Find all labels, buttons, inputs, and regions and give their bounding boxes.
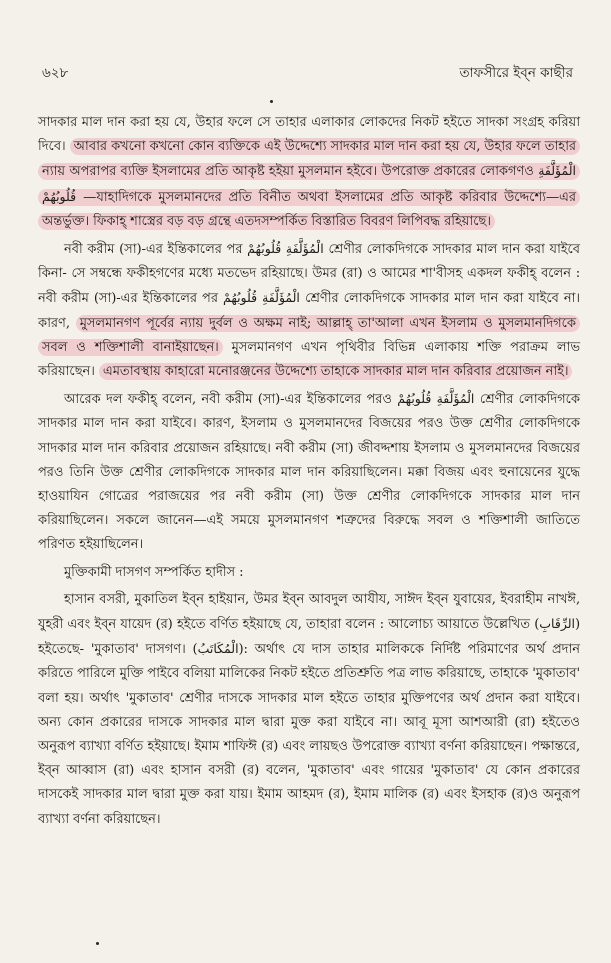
highlight-1: [38, 138, 580, 230]
p4-text-b: ) হইতেছে- 'মুকাতাব' দাসগণ। (: [38, 617, 580, 658]
p1-text-c: —যাহাদিগকে মুসলমানদের প্রতি বিনীত অথবা ইসলামের প্রতি আকৃষ্ট করিবার উদ্দেশ্যে—এর অন্তর্ভুক্ত। ফিকাহ্‌ শাস্ত্রের বড় বড় গ্রন্থে এতদসম্পর্কিত বিস্তারিত বিবরণ লিপিবদ্ধ রহিয়াছে।: [42, 189, 576, 229]
p1-text-b: আবার কখনো কখনো কোন ব্যক্তিকে এই উদ্দেশ্যে সাদকার মাল দান করা হয় যে, উহার ফলে তাহার ন্যায় অপরাপর ব্যক্তি ইসলামের প্রতি আকৃষ্ট হইয়া মুসলমান হইবে। উপরোক্ত প্রকারের লোকগণও: [42, 139, 576, 180]
p2-text-c: শ্রেণীর লোকদিগকে সাদকার মাল দান করা যাইবে না। কারণ,: [38, 291, 580, 331]
arabic-phrase: الْمُؤَلَّفَةِ قُلُوبُهُمْ: [42, 163, 576, 204]
paragraph-3: [38, 387, 580, 557]
paragraph-4: [38, 588, 580, 832]
running-title: তাফসীরে ইব্‌ন কাছীর: [459, 65, 573, 81]
p4-text-a: হাসান বসরী, মুকাতিল ইব্‌ন হাইয়ান, উমর ইব্‌ন আবদুল আযীয, সাঈদ ইব্‌ন যুবায়ের, ইবরাহীম নাখঈ, যুহরী এবং ইব্‌ন যায়েদ (র) হইতে বর্ণিত হইয়াছে যে, তাহারা বলেন : আলোচ্য আয়াতে উল্লেখিত (: [38, 591, 580, 633]
ink-speck: [96, 942, 99, 945]
highlight-2: মুসলমানগণ পূর্বের ন্যায় দুর্বল ও অক্ষম নাই; আল্লাহ্‌ তা'আলা এখন ইসলাম ও মুসলমানদিগকে সবল ও শক্তিশালী বানাইয়াছেন।: [38, 315, 580, 356]
section-heading: মুক্তিকামী দাসগণ সম্পর্কিত হাদীস :: [64, 564, 244, 580]
main-text: [38, 111, 580, 835]
paragraph-2: [38, 237, 580, 384]
arabic-phrase: الْمُؤَلَّفَةِ قُلُوبُهُمْ: [397, 391, 475, 407]
p2-text-a: নবী করীম (সা)-এর ইন্তিকালের পর: [64, 242, 243, 258]
p1-text-a: সাদকার মাল দান করা হয় যে, উহার ফলে সে তাহার এলাকার লোকদের নিকট হইতে সাদকা সংগ্রহ করিয়া দিবে।: [38, 115, 580, 155]
arabic-phrase: الْمُؤَلَّفَةِ قُلُوبُهُمْ: [223, 290, 300, 306]
p2-text-b: শ্রেণীর লোকদিগকে সাদকার মাল দান করা যাইবে কিনা- সে সম্বন্ধে ফকীহগণের মধ্যে মতভেদ রহিয়াছে। উমর (রা) ও আমের শা'বীসহ একদল ফকীহ্‌ বলেন : নবী করীম (সা)-এর ইন্তিকালের পর: [38, 242, 580, 307]
p3-text-b: শ্রেণীর লোকদিগকে সাদকার মাল দান করা যাইবে। কারণ, ইসলাম ও মুসলমানদের বিজয়ের পরও উক্ত শ্রেণীর লোকদিগকে সাদকার মাল দান করিবার প্রয়োজন রহিয়াছে। নবী করীম (সা) জীবদ্দশায় ইসলাম ও মুসলমানদের বিজয়ের পরও তিনি উক্ত শ্রেণীর লোকদিগকে সাদকার মাল দান করিয়াছিলেন। মক্কা বিজয় এবং হুনায়েনের যুদ্ধে হাওয়াযিন গোত্রের পরাজয়ের পর নবী করীম (সা) উক্ত শ্রেণীর লোকদিগকে সাদকার মাল দান করিয়াছিলেন। সকলে জানেন—এই সময়ে মুসলমানগণ শত্রুদের বিরুদ্ধে সবল ও শক্তিশালী জাতিতে পরিণত হইয়াছিলেন।: [38, 392, 581, 553]
p4-text-c: ): অর্থাৎ যে দাস তাহার মালিককে নির্দিষ্ট পরিমাণের অর্থ প্রদান করিতে পারিলে মুক্তি পাইবে বলিয়া মালিকের নিকট হইতে প্রতিশ্রুতি পত্র লাভ করিয়াছে, তাহাকে 'মুকাতাব' বলা হয়। অর্থাৎ 'মুকাতাব' শ্রেণীর দাসকে সাদকার মাল হইতে তাহার মুক্তিপণের অর্থ প্রদান করা যাইবে। অন্য কোন প্রকারের দাসকে সাদকার মাল দ্বারা মুক্ত করা যাইবে না। আবূ মূসা আশআরী (রা) হইতেও অনুরূপ ব্যাখ্যা বর্ণিত হইয়াছে। ইমাম শাফিঈ (র) এবং লায়ছও উপরোক্ত ব্যাখ্যা বর্ণনা করিয়াছেন। পক্ষান্তরে, ইব্‌ন আব্বাস (রা) এবং হাসান বসরী (র) বলেন, 'মুকাতাব' এবং গায়ের 'মুকাতাব' যে কোন প্রকারের দাসকেই সাদকার মাল দ্বারা মুক্ত করা যায়। ইমাম আহমদ (র), ইমাম মালিক (র) এবং ইসহাক (র)ও অনুরূপ ব্যাখ্যা বর্ণনা করিয়াছেন।: [38, 642, 580, 827]
ink-speck: [270, 100, 273, 103]
p3-text-a: আরেক দল ফকীহ্‌ বলেন, নবী করীম (সা)-এর ইন্তিকালের পরও: [64, 392, 392, 408]
p2-text-d: মুসলমানগণ এখন পৃথিবীর বিভিন্ন এলাকায় শক্তি পরাক্রম লাভ করিয়াছেন।: [38, 339, 580, 380]
page-number: ৬২৮: [42, 65, 69, 81]
arabic-term: الْمُكَاتَبُ: [197, 641, 239, 657]
paragraph-1: [38, 111, 580, 234]
highlight-3: এমতাবস্থায় কাহারো মনোরঞ্জনের উদ্দেশ্যে তাহাকে সাদকার মাল দান করিবার প্রয়োজন নাই।: [99, 363, 573, 380]
arabic-term: الرِّقَابِ: [539, 616, 575, 632]
page-header: [42, 62, 573, 86]
arabic-phrase: الْمُؤَلَّفَةِ قُلُوبُهُمْ: [247, 241, 324, 257]
